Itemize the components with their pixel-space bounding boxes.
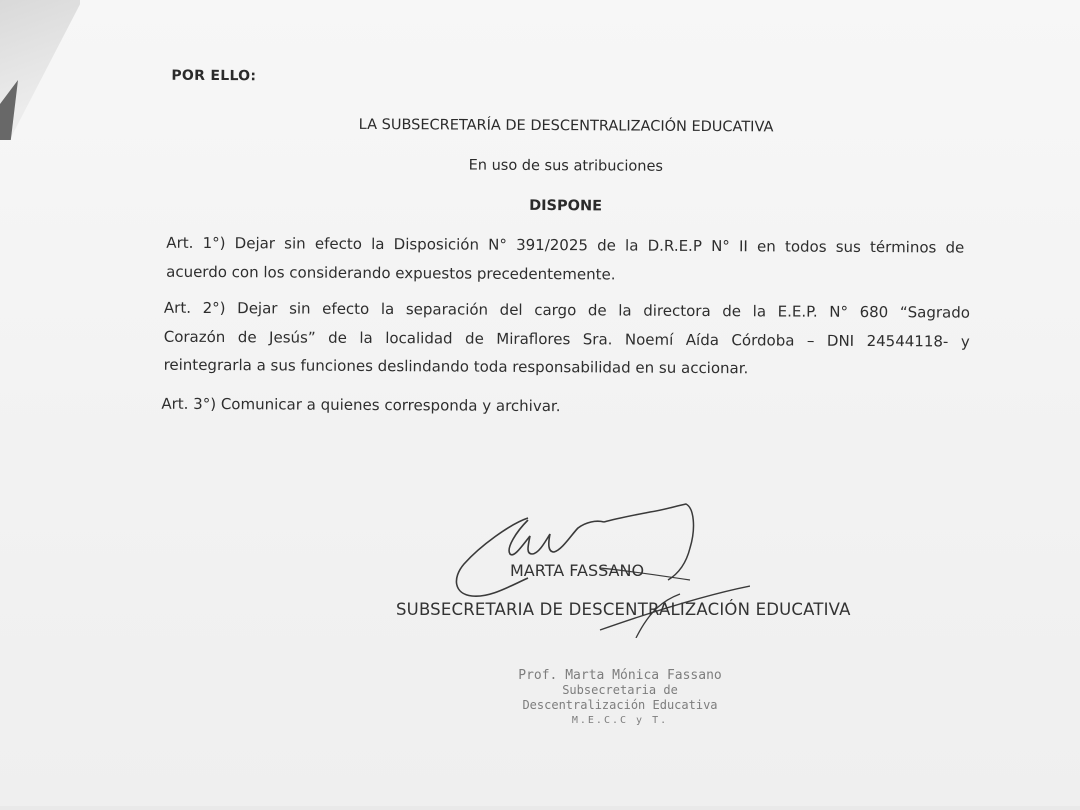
article-1-line-1: Art. 1°) Dejar sin efecto la Disposición N° 391/2025 de la D.R.E.P N° II en todos sus términos de: [166, 233, 965, 257]
article-2-line-3: reintegrarla a sus funciones deslindando toda responsabilidad en su accionar.: [163, 355, 749, 378]
article-1-line-2: acuerdo con los considerando expuestos precedentemente.: [166, 262, 616, 283]
signatory-title: SUBSECRETARIA DE DESCENTRALIZACIÓN EDUCATIVA: [396, 600, 851, 619]
stamp-line-3: Descentralización Educativa: [522, 698, 718, 712]
subsecretaria-heading: LA SUBSECRETARÍA DE DESCENTRALIZACIÓN EDUCATIVA: [358, 116, 774, 136]
dispone-heading: DISPONE: [529, 197, 603, 215]
stamp-line-4: M.E.C.C y T.: [571, 715, 669, 726]
article-2-line-2: Corazón de Jesús” de la localidad de Miraflores Sra. Noemí Aída Córdoba – DNI 24544118- y: [163, 327, 970, 351]
article-2-line-1: Art. 2°) Dejar sin efecto la separación del cargo de la directora de la E.E.P. N° 680 “Sagrado: [163, 298, 970, 322]
signatory-name: MARTA FASSANO: [510, 561, 645, 580]
official-stamp: [500, 668, 740, 728]
article-2: [164, 294, 971, 384]
por-ello-heading: POR ELLO:: [171, 67, 257, 85]
atribuciones-line: En uso de sus atribuciones: [468, 157, 664, 175]
article-3: Art. 3°) Comunicar a quienes corresponda y archivar.: [161, 394, 561, 416]
stamp-line-1: Prof. Marta Mónica Fassano: [518, 668, 722, 683]
stamp-line-2: Subsecretaria de: [562, 683, 678, 697]
article-1: [166, 229, 964, 291]
